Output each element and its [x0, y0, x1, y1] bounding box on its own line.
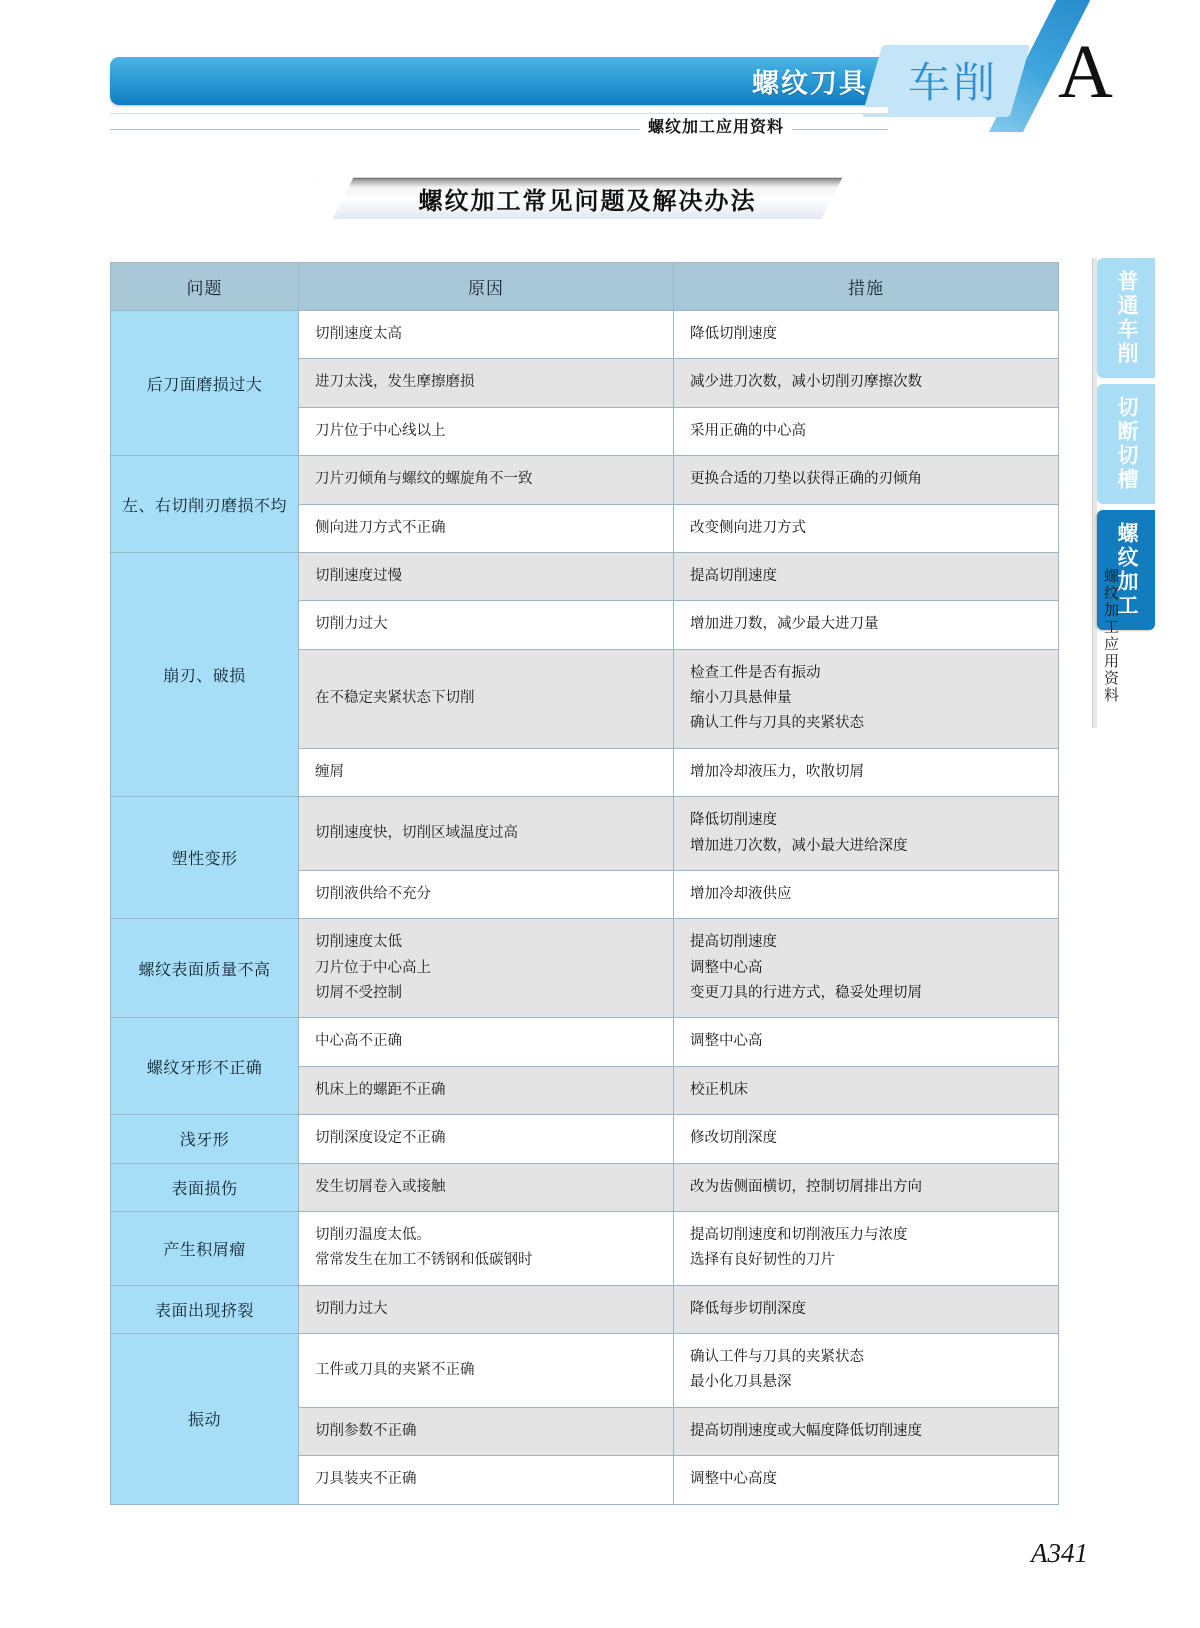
cell-problem: 振动	[111, 1334, 299, 1505]
side-caption: 螺纹加工应用资料	[1102, 568, 1119, 704]
cell-action: 调整中心高	[674, 1018, 1059, 1066]
section-tag-label: 车削	[907, 59, 998, 106]
table-row	[111, 1334, 1059, 1408]
side-tab-2[interactable]: 螺纹加工	[1097, 510, 1155, 630]
table-header-row	[111, 263, 1059, 311]
table-row	[111, 797, 1059, 871]
cell-action: 提高切削速度	[674, 552, 1059, 600]
cell-problem: 后刀面磨损过大	[111, 311, 299, 456]
cell-problem: 产生积屑瘤	[111, 1211, 299, 1285]
cell-action: 采用正确的中心高	[674, 407, 1059, 455]
cell-action: 改变侧向进刀方式	[674, 504, 1059, 552]
cell-action: 减少进刀次数，减小切削刃摩擦次数	[674, 359, 1059, 407]
table-row	[111, 1018, 1059, 1066]
cell-cause: 切削速度太高	[299, 311, 674, 359]
cell-cause: 侧向进刀方式不正确	[299, 504, 674, 552]
cell-action: 提高切削速度或大幅度降低切削速度	[674, 1407, 1059, 1455]
cell-cause: 中心高不正确	[299, 1018, 674, 1066]
page-title: 螺纹加工常见问题及解决办法	[418, 187, 757, 215]
cell-action: 校正机床	[674, 1066, 1059, 1114]
cell-action: 提高切削速度 调整中心高 变更刀具的行进方式，稳妥处理切屑	[674, 919, 1059, 1018]
cell-cause: 切削速度太低 刀片位于中心高上 切屑不受控制	[299, 919, 674, 1018]
table-row	[111, 1211, 1059, 1285]
cell-action: 增加进刀数，减少最大进刀量	[674, 601, 1059, 649]
page-header	[0, 0, 1200, 150]
cell-action: 降低每步切削深度	[674, 1285, 1059, 1333]
table-row	[111, 1285, 1059, 1333]
cell-action: 降低切削速度	[674, 311, 1059, 359]
chapter-letter-index: A	[1058, 30, 1113, 114]
cell-cause: 进刀太浅，发生摩擦磨损	[299, 359, 674, 407]
cell-cause: 切削刃温度太低。 常常发生在加工不锈钢和低碳钢时	[299, 1211, 674, 1285]
column-header-action: 措施	[674, 263, 1059, 311]
cell-cause: 切削液供给不充分	[299, 870, 674, 918]
cell-problem: 浅牙形	[111, 1115, 299, 1163]
cell-cause: 工件或刀具的夹紧不正确	[299, 1334, 674, 1408]
cell-action: 改为齿侧面横切，控制切屑排出方向	[674, 1163, 1059, 1211]
column-header-problem: 问题	[111, 263, 299, 311]
table-body	[111, 311, 1059, 1505]
cell-problem: 塑性变形	[111, 797, 299, 919]
cell-action: 提高切削速度和切削液压力与浓度 选择有良好韧性的刀片	[674, 1211, 1059, 1285]
cell-action: 修改切削深度	[674, 1115, 1059, 1163]
page-title-plate	[315, 177, 860, 219]
header-underline	[110, 107, 888, 114]
cell-action: 调整中心高度	[674, 1456, 1059, 1504]
cell-cause: 刀片位于中心线以上	[299, 407, 674, 455]
cell-action: 确认工件与刀具的夹紧状态 最小化刀具悬深	[674, 1334, 1059, 1408]
cell-action: 检查工件是否有振动 缩小刀具悬伸量 确认工件与刀具的夹紧状态	[674, 649, 1059, 748]
table-head	[111, 263, 1059, 311]
header-subtitle: 螺纹加工应用资料	[640, 114, 792, 137]
cell-cause: 发生切屑卷入或接触	[299, 1163, 674, 1211]
cell-cause: 机床上的螺距不正确	[299, 1066, 674, 1114]
cell-action: 增加冷却液压力，吹散切屑	[674, 748, 1059, 796]
cell-action: 更换合适的刀垫以获得正确的刃倾角	[674, 456, 1059, 504]
header-title-bar	[110, 57, 890, 105]
cell-problem: 螺纹表面质量不高	[111, 919, 299, 1018]
cell-cause: 缠屑	[299, 748, 674, 796]
cell-problem: 表面损伤	[111, 1163, 299, 1211]
cell-problem: 表面出现挤裂	[111, 1285, 299, 1333]
cell-cause: 切削参数不正确	[299, 1407, 674, 1455]
table-row	[111, 552, 1059, 600]
cell-problem: 左、右切削刃磨损不均	[111, 456, 299, 553]
cell-cause: 切削速度快，切削区域温度过高	[299, 797, 674, 871]
cell-cause: 切削力过大	[299, 601, 674, 649]
page-number: A341	[1031, 1538, 1088, 1568]
cell-problem: 螺纹牙形不正确	[111, 1018, 299, 1115]
cell-problem: 崩刃、破损	[111, 552, 299, 796]
cell-action: 降低切削速度 增加进刀次数，减小最大进给深度	[674, 797, 1059, 871]
cell-cause: 切削深度设定不正确	[299, 1115, 674, 1163]
table-row	[111, 919, 1059, 1018]
issues-table	[110, 262, 1059, 1505]
table-row	[111, 456, 1059, 504]
cell-cause: 刀片刃倾角与螺纹的螺旋角不一致	[299, 456, 674, 504]
cell-cause: 在不稳定夹紧状态下切削	[299, 649, 674, 748]
side-tab-0[interactable]: 普通车削	[1097, 258, 1155, 378]
column-header-cause: 原因	[299, 263, 674, 311]
table-row	[111, 1115, 1059, 1163]
cell-cause: 切削力过大	[299, 1285, 674, 1333]
table-row	[111, 311, 1059, 359]
cell-cause: 切削速度过慢	[299, 552, 674, 600]
table-row	[111, 1163, 1059, 1211]
side-tab-1[interactable]: 切断切槽	[1097, 384, 1155, 504]
issues-table-container	[110, 262, 1058, 1505]
cell-cause: 刀具装夹不正确	[299, 1456, 674, 1504]
cell-action: 增加冷却液供应	[674, 870, 1059, 918]
header-bar-title: 螺纹刀具	[752, 68, 868, 99]
